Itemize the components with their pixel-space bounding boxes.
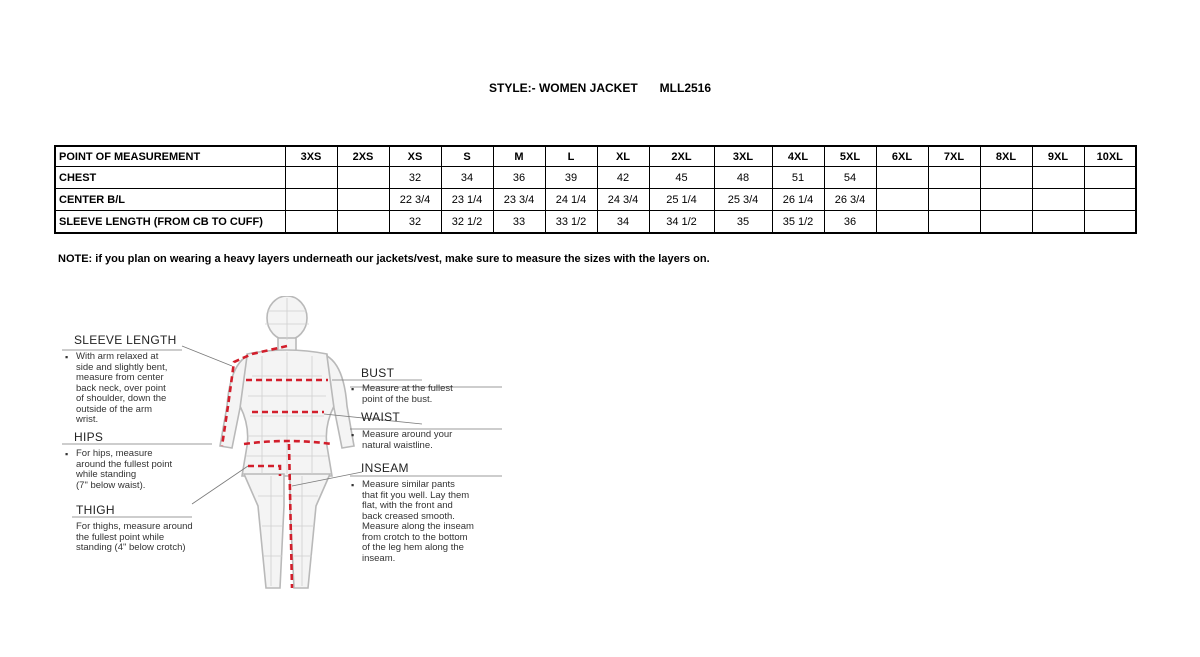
table-row bbox=[55, 167, 1136, 189]
header-cell: 8XL bbox=[980, 146, 1032, 167]
inseam-line: inseam. bbox=[362, 552, 396, 564]
table-cell bbox=[337, 211, 389, 234]
waist-line: natural waistline. bbox=[362, 439, 433, 451]
table-cell: 34 bbox=[597, 211, 649, 234]
table-cell bbox=[980, 211, 1032, 234]
inseam-line: Measure along the inseam bbox=[362, 521, 474, 532]
table-cell bbox=[1032, 167, 1084, 189]
thigh-line: standing (4" below crotch) bbox=[76, 542, 186, 553]
table-cell bbox=[337, 189, 389, 211]
table-cell: 25 1/4 bbox=[649, 189, 714, 211]
table-cell bbox=[285, 189, 337, 211]
table-cell: 32 bbox=[389, 167, 441, 189]
table-cell bbox=[1032, 189, 1084, 211]
header-cell: 10XL bbox=[1084, 146, 1136, 167]
table-cell bbox=[876, 211, 928, 234]
bust-heading: BUST bbox=[361, 366, 395, 380]
table-cell: 32 1/2 bbox=[441, 211, 493, 234]
bust-line: ▪ Measure at the fullest bbox=[362, 383, 453, 394]
table-cell: 24 1/4 bbox=[545, 189, 597, 211]
sleeve-line: outside of the arm bbox=[76, 403, 153, 415]
row-label: CHEST bbox=[55, 167, 285, 189]
style-code: MLL2516 bbox=[659, 81, 712, 95]
table-cell bbox=[337, 167, 389, 189]
table-cell: 39 bbox=[545, 167, 597, 189]
table-cell bbox=[1084, 167, 1136, 189]
header-cell: S bbox=[441, 146, 493, 167]
measurement-guide bbox=[62, 296, 512, 596]
table-cell: 36 bbox=[824, 211, 876, 234]
header-cell: XL bbox=[597, 146, 649, 167]
hips-line: (7" below waist). bbox=[76, 479, 146, 491]
table-cell bbox=[285, 211, 337, 234]
sleeve-line: side and slightly bent, bbox=[76, 361, 168, 373]
waist-instructions bbox=[362, 430, 452, 451]
header-cell: POINT OF MEASUREMENT bbox=[55, 146, 285, 167]
table-cell bbox=[876, 189, 928, 211]
layering-note: NOTE: if you plan on wearing a heavy layers underneath our jackets/vest, make sure to measure the sizes with the layers on. bbox=[58, 253, 710, 265]
header-cell: 2XL bbox=[649, 146, 714, 167]
table-row bbox=[55, 189, 1136, 211]
table-cell: 22 3/4 bbox=[389, 189, 441, 211]
header-cell: 4XL bbox=[772, 146, 824, 167]
hips-line: around the fullest point bbox=[76, 458, 173, 470]
table-header-row bbox=[55, 146, 1136, 167]
table-cell bbox=[980, 189, 1032, 211]
table-cell bbox=[980, 167, 1032, 189]
table-cell bbox=[928, 189, 980, 211]
header-cell: 6XL bbox=[876, 146, 928, 167]
thigh-heading: THIGH bbox=[76, 503, 115, 517]
table-cell: 33 1/2 bbox=[545, 211, 597, 234]
table-cell: 33 bbox=[493, 211, 545, 234]
bust-line: point of the bust. bbox=[362, 393, 433, 405]
table-cell: 34 bbox=[441, 167, 493, 189]
table-cell bbox=[1084, 211, 1136, 234]
sleeve-line: of shoulder, down the bbox=[76, 393, 167, 404]
table-cell: 32 bbox=[389, 211, 441, 234]
thigh-instructions bbox=[76, 522, 193, 554]
inseam-instructions bbox=[362, 480, 474, 564]
table-cell: 42 bbox=[597, 167, 649, 189]
sleeve-line: measure from center bbox=[76, 372, 164, 383]
style-title bbox=[0, 81, 1200, 95]
table-cell: 25 3/4 bbox=[714, 189, 772, 211]
table-cell: 35 1/2 bbox=[772, 211, 824, 234]
size-chart-table bbox=[54, 145, 1137, 234]
thigh-line: the fullest point while bbox=[76, 531, 165, 543]
header-cell: 2XS bbox=[337, 146, 389, 167]
inseam-line: that fit you well. Lay them bbox=[362, 489, 470, 501]
inseam-line: from crotch to the bottom bbox=[362, 531, 468, 543]
table-cell: 24 3/4 bbox=[597, 189, 649, 211]
sleeve-line: ▪ With arm relaxed at bbox=[76, 351, 159, 362]
table-cell bbox=[1032, 211, 1084, 234]
table-cell: 54 bbox=[824, 167, 876, 189]
header-cell: 7XL bbox=[928, 146, 980, 167]
table-cell: 45 bbox=[649, 167, 714, 189]
header-cell: 9XL bbox=[1032, 146, 1084, 167]
waist-heading: WAIST bbox=[361, 410, 401, 424]
row-label: CENTER B/L bbox=[55, 189, 285, 211]
sleeve-length-instructions bbox=[76, 352, 167, 426]
table-cell: 48 bbox=[714, 167, 772, 189]
table-cell: 51 bbox=[772, 167, 824, 189]
header-cell: 3XL bbox=[714, 146, 772, 167]
header-cell: L bbox=[545, 146, 597, 167]
inseam-line: ▪ Measure similar pants bbox=[362, 479, 455, 490]
row-label: SLEEVE LENGTH (FROM CB TO CUFF) bbox=[55, 211, 285, 234]
table-cell bbox=[928, 211, 980, 234]
hips-heading: HIPS bbox=[74, 430, 104, 444]
table-cell: 26 1/4 bbox=[772, 189, 824, 211]
sleeve-line: wrist. bbox=[76, 414, 99, 425]
table-cell bbox=[285, 167, 337, 189]
header-cell: 5XL bbox=[824, 146, 876, 167]
style-label: STYLE:- WOMEN JACKET bbox=[488, 81, 638, 95]
table-cell bbox=[876, 167, 928, 189]
inseam-heading: INSEAM bbox=[361, 461, 409, 475]
hips-instructions bbox=[76, 449, 172, 491]
table-cell bbox=[1084, 189, 1136, 211]
inseam-line: flat, with the front and bbox=[362, 500, 453, 511]
table-cell: 26 3/4 bbox=[824, 189, 876, 211]
sleeve-length-heading: SLEEVE LENGTH bbox=[74, 333, 177, 347]
hips-line: ▪ For hips, measure bbox=[76, 448, 153, 459]
table-row bbox=[55, 211, 1136, 234]
table-cell: 35 bbox=[714, 211, 772, 234]
header-cell: M bbox=[493, 146, 545, 167]
sleeve-line: back neck, over point bbox=[76, 382, 166, 394]
thigh-line: For thighs, measure around bbox=[76, 521, 193, 532]
table-cell: 34 1/2 bbox=[649, 211, 714, 234]
inseam-line: back creased smooth. bbox=[362, 510, 455, 522]
hips-line: while standing bbox=[76, 469, 137, 480]
table-cell: 23 3/4 bbox=[493, 189, 545, 211]
table-cell: 36 bbox=[493, 167, 545, 189]
table-cell bbox=[928, 167, 980, 189]
inseam-line: of the leg hem along the bbox=[362, 542, 464, 553]
bust-instructions bbox=[362, 384, 453, 405]
table-cell: 23 1/4 bbox=[441, 189, 493, 211]
header-cell: XS bbox=[389, 146, 441, 167]
header-cell: 3XS bbox=[285, 146, 337, 167]
waist-line: ▪ Measure around your bbox=[362, 429, 453, 440]
